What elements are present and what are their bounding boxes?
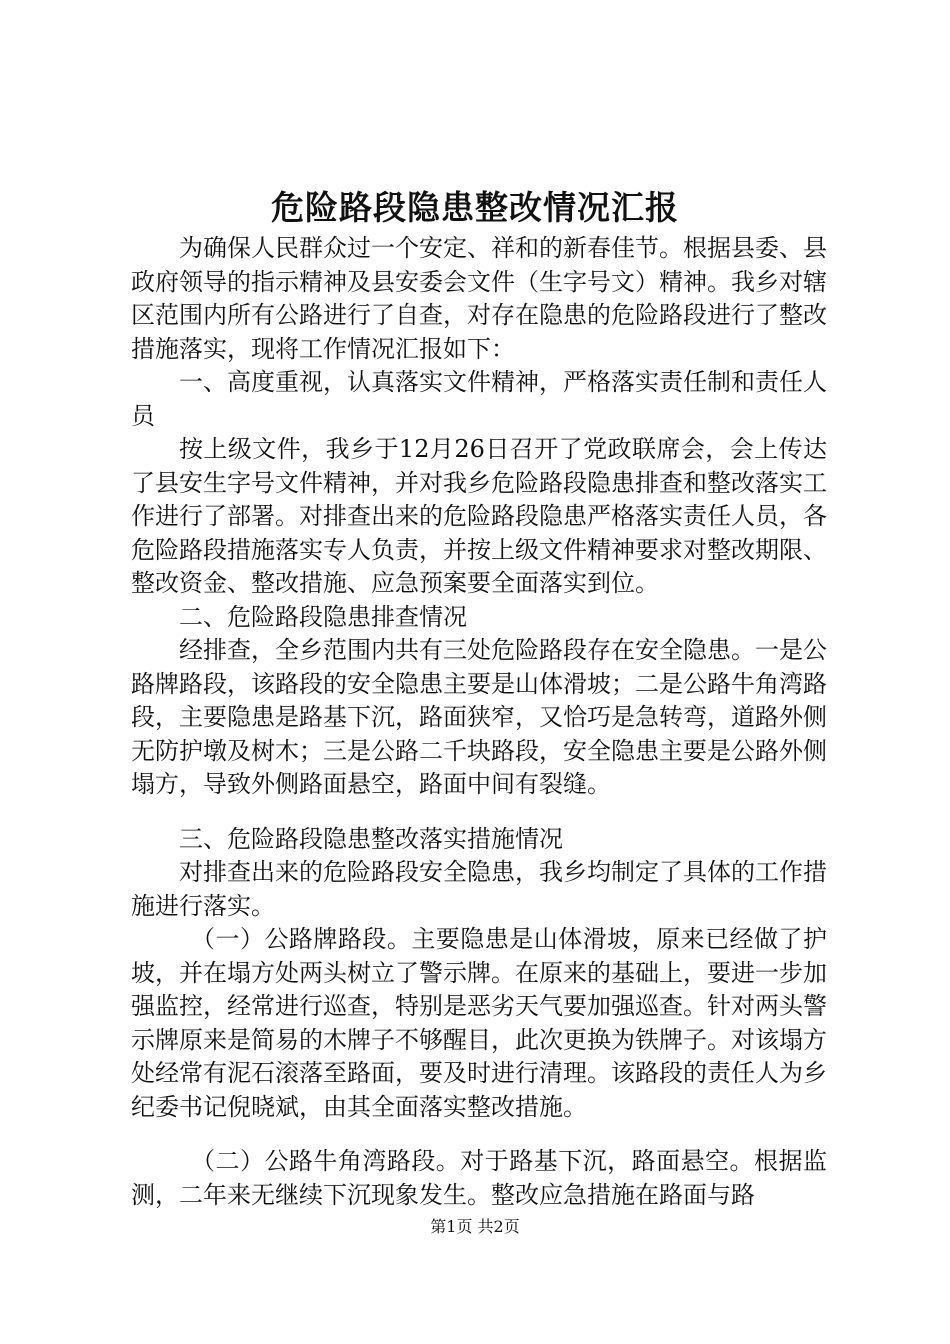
subsection-1-paragraph: （一）公路牌路段。主要隐患是山体滑坡，原来已经做了护坡，并在塌方处两头树立了警示牌。在原来的基础上，要进一步加强监控，经常进行巡查，特别是恶劣天气要加强巡查。针对两头警示牌原来是简易的木牌子不够醒目，此次更换为铁牌子。对该塌方处经常有泥石滚落至路面，要及时进行清理。该路段的责任人为乡纪委书记倪晓斌，由其全面落实整改措施。: [131, 925, 827, 1121]
section-heading-1: 一、高度重视，认真落实文件精神，严格落实责任制和责任人员: [131, 368, 827, 430]
intro-paragraph: 为确保人民群众过一个安定、祥和的新春佳节。根据县委、县政府领导的指示精神及县安委会文件（生字号文）精神。我乡对辖区范围内所有公路进行了自查，对存在隐患的危险路段进行了整改措施落实，现将工作情况汇报如下：: [131, 234, 827, 363]
section-heading-3: 三、危险路段隐患整改落实措施情况: [179, 824, 563, 853]
page-footer: 第1页 共2页: [430, 1217, 520, 1236]
section-heading-2: 二、危险路段隐患排查情况: [179, 602, 467, 631]
section-1-paragraph: 按上级文件，我乡于12月26日召开了党政联席会，会上传达了县安生字号文件精神，并对我乡危险路段隐患排查和整改落实工作进行了部署。对排查出来的危险路段隐患严格落实责任人员，各危险路段措施落实专人负责，并按上级文件精神要求对整改期限、整改资金、整改措施、应急预案要全面落实到位。: [131, 435, 827, 597]
section-2-paragraph: 经排查，全乡范围内共有三处危险路段存在安全隐患。一是公路牌路段，该路段的安全隐患主要是山体滑坡；二是公路牛角湾路段，主要隐患是路基下沉，路面狭窄，又恰巧是急转弯，道路外侧无防护墩及树木；三是公路二千块路段，安全隐患主要是公路外侧塌方，导致外侧路面悬空，路面中间有裂缝。: [131, 636, 827, 798]
document-body: [131, 232, 827, 1212]
subsection-2-paragraph: （二）公路牛角湾路段。对于路基下沉，路面悬空。根据监测，二年来无继续下沉现象发生。整改应急措施在路面与路: [131, 1147, 827, 1209]
section-3-paragraph: 对排查出来的危险路段安全隐患，我乡均制定了具体的工作措施进行落实。: [131, 858, 827, 920]
document-title: 危险路段隐患整改情况汇报: [271, 188, 679, 227]
